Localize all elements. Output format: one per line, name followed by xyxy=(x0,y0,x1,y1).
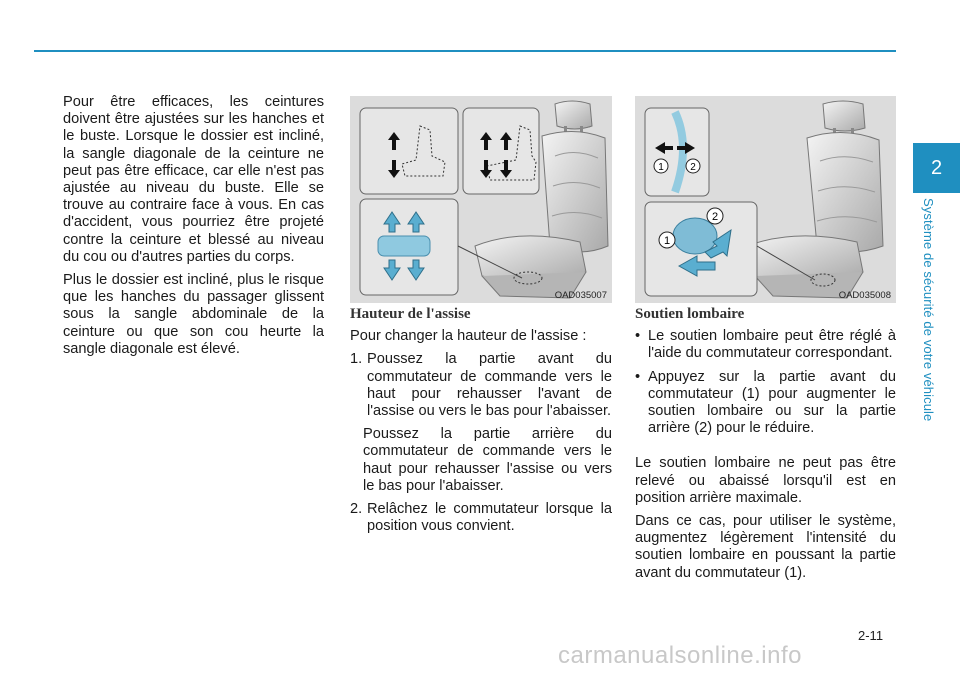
seat-height-figure xyxy=(350,96,612,303)
lumbar-support-figure xyxy=(635,96,896,303)
lumbar-support-illustration xyxy=(635,96,896,303)
seat-height-illustration xyxy=(350,96,612,303)
bullet-mark: • xyxy=(635,328,641,345)
item-text: Relâchez le commutateur lorsque la position vous convient. xyxy=(367,501,612,535)
callout-1: 1 xyxy=(658,162,664,173)
list-item xyxy=(635,369,896,438)
paragraph: Plus le dossier est incliné, plus le risque que les hanches du passager glissent sous la sangle abdominale de la ceinture ou que son cou heurte la sangle diagonale est élevé. xyxy=(63,272,324,357)
callout-2: 2 xyxy=(690,162,696,173)
list-item xyxy=(350,501,612,535)
callout-1b: 1 xyxy=(663,235,671,247)
item-number: 1. xyxy=(350,351,363,368)
section-heading: Hauteur de l'assise xyxy=(350,306,471,322)
item-number: 2. xyxy=(350,501,363,518)
paragraph: Pour changer la hauteur de l'assise : xyxy=(350,328,587,345)
figure-code: OAD035008 xyxy=(838,290,891,301)
list-item xyxy=(635,328,896,362)
chapter-tab xyxy=(913,143,960,193)
paragraph: Poussez la partie arrière du commutateur de commande vers le haut pour rehausser l'assise ou vers le bas pour l'abaisser. xyxy=(363,426,612,494)
chapter-title: Système de sécurité de votre véhicule xyxy=(921,198,936,422)
item-text: Appuyez sur la partie avant du commutateur (1) pour augmenter le soutien lombaire ou sur la partie arrière (2) pour le réduire. xyxy=(648,368,896,437)
bullet-mark: • xyxy=(635,368,641,385)
header-rule xyxy=(34,50,896,52)
list-item xyxy=(350,351,612,420)
item-text: Le soutien lombaire peut être réglé à l'aide du commutateur correspondant. xyxy=(648,328,896,362)
chapter-number: 2 xyxy=(930,156,943,179)
section-heading: Soutien lombaire xyxy=(635,306,745,322)
column-middle xyxy=(350,306,612,541)
watermark: carmanualsonline.info xyxy=(558,642,802,669)
callout-2b: 2 xyxy=(711,211,719,223)
figure-code: OAD035007 xyxy=(554,290,607,301)
paragraph: Dans ce cas, pour utiliser le système, augmentez légèrement l'intensité du soutien lombaire en poussant la partie avant du commutateur (1). xyxy=(635,513,896,581)
page-number: 2-11 xyxy=(858,628,884,643)
item-text: Poussez la partie avant du commutateur de commande vers le haut pour rehausser l'avant de l'assise ou vers le bas pour l'abaisser. xyxy=(367,351,612,420)
column-right xyxy=(635,306,896,588)
column-left xyxy=(63,94,324,364)
paragraph: Pour être efficaces, les ceintures doivent être ajustées sur les hanches et le buste. Lorsque le dossier est incliné, la sangle diagonale de la ceinture ne peut pas être efficace, car elle n'est pas ajustée au niveau du buste. Elle se trouve au contraire face à vous. En cas d'accident, vous pourriez être projeté contre la ceinture et blessé au niveau du cou ou d'autres parties du corps. xyxy=(63,94,324,265)
paragraph: Le soutien lombaire ne peut pas être relevé ou abaissé lorsqu'il est en position arrière maximale. xyxy=(635,455,896,506)
